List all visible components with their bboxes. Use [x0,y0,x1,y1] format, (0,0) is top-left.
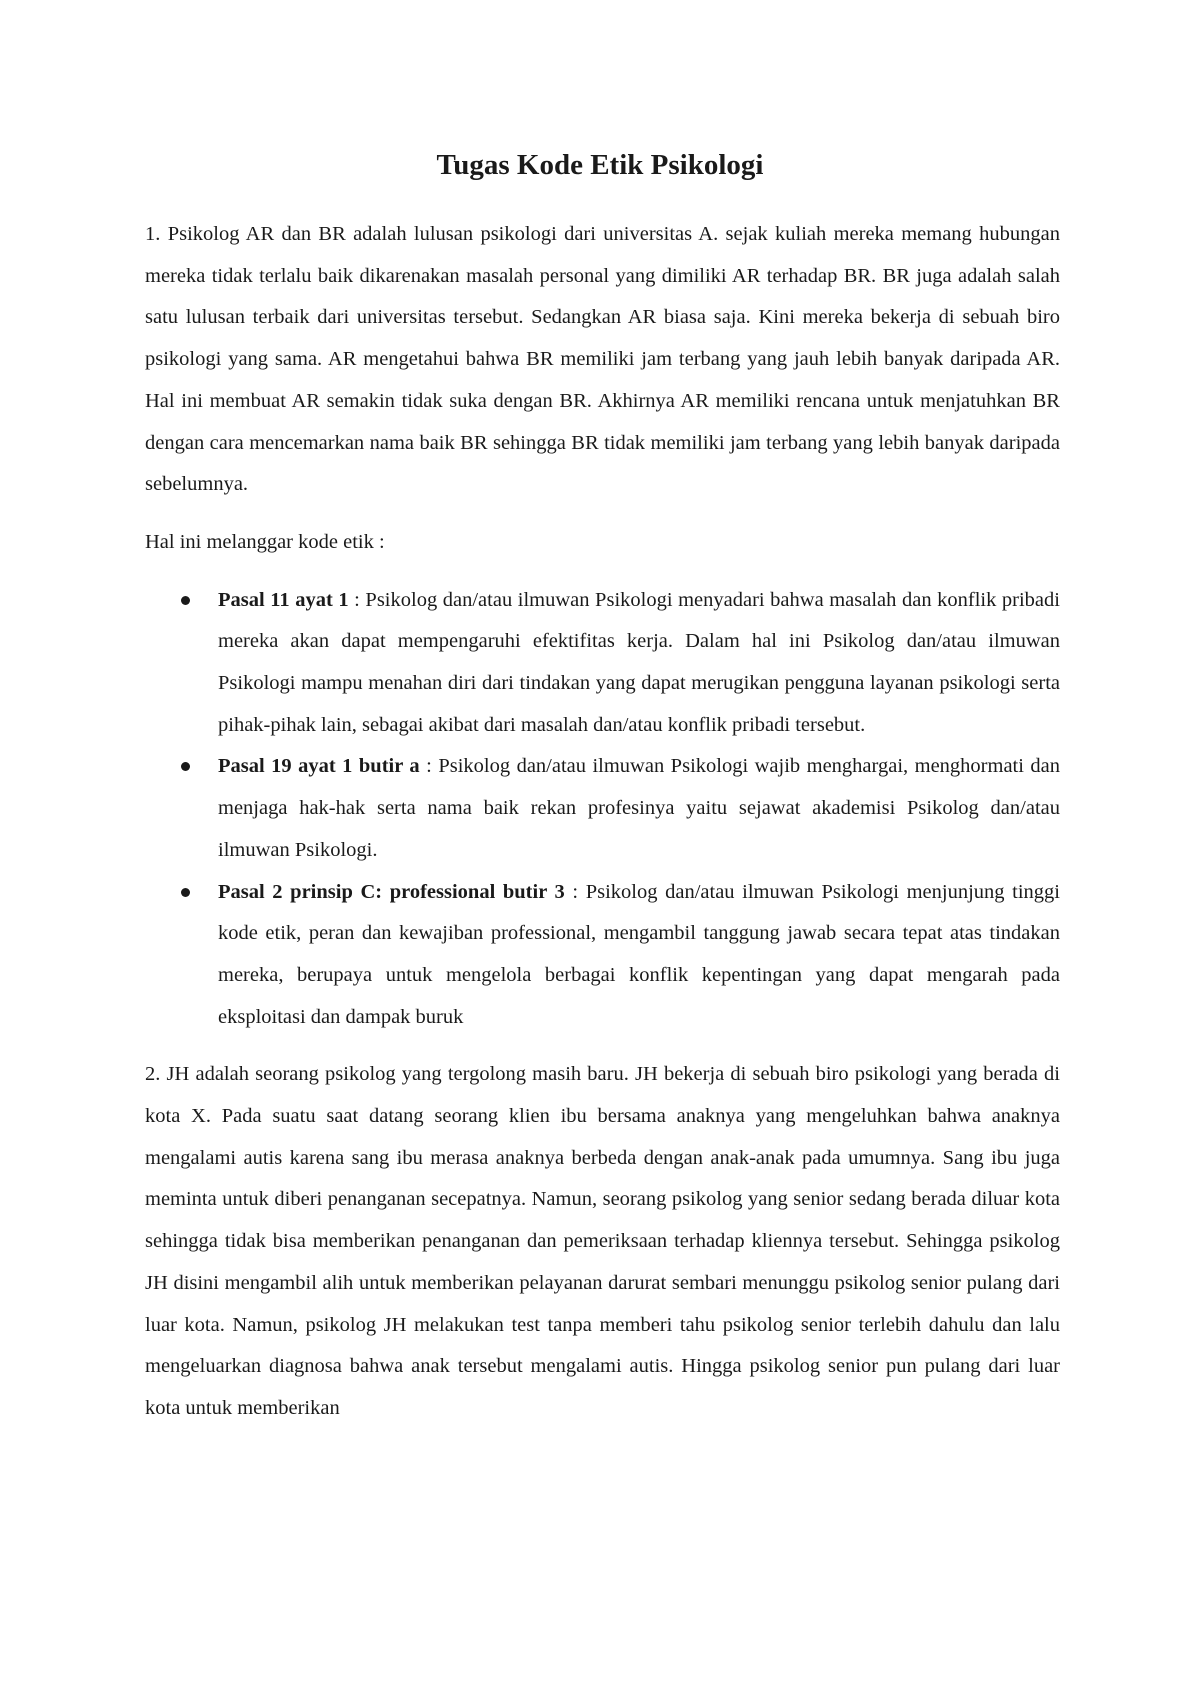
list-item [145,872,1060,1039]
article-text: : Psikolog dan/atau ilmuwan Psikologi menyadari bahwa masalah dan konflik pribadi mereka akan dapat mempengaruhi efektifitas kerja. Dalam hal ini Psikolog dan/atau ilmuwan Psikologi mampu menahan diri dari tindakan yang dapat merugikan pengguna layanan psikologi serta pihak-pihak lain, sebagai akibat dari masalah dan/atau konflik pribadi tersebut. [218,588,1060,736]
case-1-paragraph: 1. Psikolog AR dan BR adalah lulusan psikologi dari universitas A. sejak kuliah mereka memang hubungan mereka tidak terlalu baik dikarenakan masalah personal yang dimiliki AR terhadap BR. BR juga adalah salah satu lulusan terbaik dari universitas tersebut. Sedangkan AR biasa saja. Kini mereka bekerja di sebuah biro psikologi yang sama. AR mengetahui bahwa BR memiliki jam terbang yang jauh lebih banyak daripada AR. Hal ini membuat AR semakin tidak suka dengan BR. Akhirnya AR memiliki rencana untuk menjatuhkan BR dengan cara mencemarkan nama baik BR sehingga BR tidak memiliki jam terbang yang lebih banyak daripada sebelumnya. [145,223,1060,496]
article-text: : Psikolog dan/atau ilmuwan Psikologi wajib menghargai, menghormati dan menjaga hak-hak serta nama baik rekan profesinya yaitu sejawat akademisi Psikolog dan/atau ilmuwan Psikologi. [218,755,1061,861]
bullet-icon [181,762,190,771]
document-title: Tugas Kode Etik Psikologi [436,149,764,181]
list-item [145,746,1060,871]
violation-list [145,580,1060,1039]
article-text: : Psikolog dan/atau ilmuwan Psikologi menjunjung tinggi kode etik, peran dan kewajiban professional, mengambil tanggung jawab secara tepat atas tindakan mereka, berupaya untuk mengelola berbagai konflik kepentingan yang dapat mengarah pada eksploitasi dan dampak buruk [218,880,1060,1028]
violation-intro: Hal ini melanggar kode etik : [145,530,385,553]
list-item [145,580,1060,747]
bullet-icon [181,596,190,605]
bullet-icon [181,888,190,897]
document-body [145,214,1060,1430]
article-term: Pasal 19 ayat 1 butir a [218,755,420,778]
article-term: Pasal 11 ayat 1 [218,588,349,611]
article-term: Pasal 2 prinsip C: professional butir 3 [218,880,565,903]
case-2-paragraph: 2. JH adalah seorang psikolog yang tergolong masih baru. JH bekerja di sebuah biro psikologi yang berada di kota X. Pada suatu saat datang seorang klien ibu bersama anaknya yang mengeluhkan bahwa anaknya mengalami autis karena sang ibu merasa anaknya berbeda dengan anak-anak pada umumnya. Sang ibu juga meminta untuk diberi penanganan secepatnya. Namun, seorang psikolog yang senior sedang berada diluar kota sehingga tidak bisa memberikan penanganan dan pemeriksaan terhadap kliennya tersebut. Sehingga psikolog JH disini mengambil alih untuk memberikan pelayanan darurat sembari menunggu psikolog senior pulang dari luar kota. Namun, psikolog JH melakukan test tanpa memberi tahu psikolog senior terlebih dahulu dan lalu mengeluarkan diagnosa bahwa anak tersebut mengalami autis. Hingga psikolog senior pun pulang dari luar kota untuk memberikan [145,1063,1060,1419]
